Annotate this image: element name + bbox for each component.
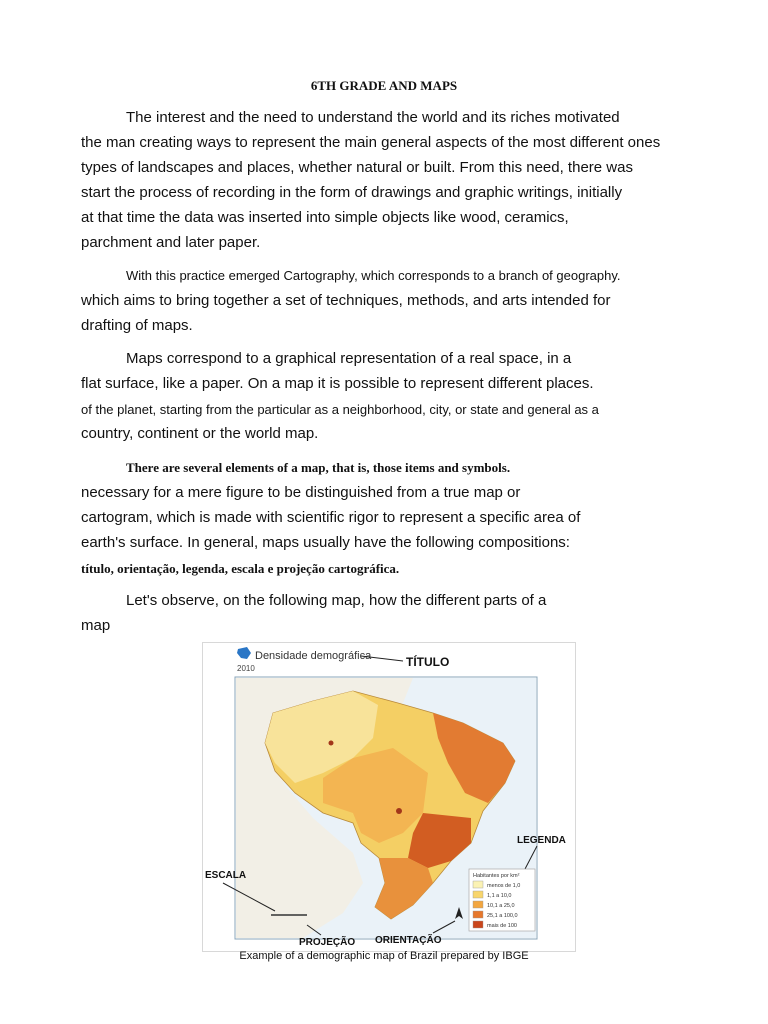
paragraph-4-line-5: título, orientação, legenda, escala e projeção cartográfica. — [81, 561, 400, 576]
paragraph-5-line-2: map — [81, 617, 111, 634]
paragraph-3-line-3: of the planet, starting from the particular as a neighborhood, city, or state and general as a — [81, 402, 599, 417]
paragraph-1-line-3: types of landscapes and places, whether natural or built. From this need, there was — [81, 159, 633, 176]
city-marker — [329, 741, 334, 746]
paragraph-5-line-1: Let's observe, on the following map, how the different parts of a — [126, 592, 547, 609]
paragraph-1-line-4: start the process of recording in the form of drawings and graphic writings, initially — [81, 184, 623, 201]
capital-marker — [396, 808, 402, 814]
paragraph-1-line-6: parchment and later paper. — [81, 234, 261, 251]
paragraph-2-line-1: With this practice emerged Cartography, which corresponds to a branch of geography. — [126, 268, 621, 283]
label-titulo: TÍTULO — [406, 655, 450, 669]
figure-caption: Example of a demographic map of Brazil prepared by IBGE — [239, 950, 529, 962]
brazil-density-map — [203, 643, 575, 951]
legend-label: 10,1 a 25,0 — [487, 903, 515, 909]
brazil-density-map-figure — [202, 642, 576, 952]
legend-swatch — [473, 901, 483, 908]
paragraph-4-line-2: necessary for a mere figure to be distinguished from a true map or — [81, 484, 521, 501]
label-escala: ESCALA — [205, 870, 247, 881]
paragraph-1-line-1: The interest and the need to understand the world and its riches motivated — [126, 109, 620, 126]
paragraph-1-line-5: at that time the data was inserted into simple objects like wood, ceramics, — [81, 209, 569, 226]
label-projecao: PROJEÇÃO — [299, 937, 356, 948]
legend-label: 25,1 a 100,0 — [487, 913, 518, 919]
legend-swatch — [473, 921, 483, 928]
legend-label: 1,1 a 10,0 — [487, 893, 512, 899]
paragraph-4-line-4: earth's surface. In general, maps usually have the following compositions: — [81, 534, 570, 551]
map-title: Densidade demográfica — [255, 650, 372, 662]
map-year: 2010 — [237, 664, 255, 673]
legend-label: menos de 1,0 — [487, 883, 521, 889]
legend-swatch — [473, 881, 483, 888]
label-legenda: LEGENDA — [517, 835, 566, 846]
label-orientacao: ORIENTAÇÃO — [375, 935, 442, 946]
paragraph-3-line-1: Maps correspond to a graphical representation of a real space, in a — [126, 350, 572, 367]
paragraph-1-line-2: the man creating ways to represent the main general aspects of the most different ones — [81, 134, 661, 151]
page-title: 6TH GRADE AND MAPS — [310, 78, 458, 93]
legend-swatch — [473, 911, 483, 918]
legend-swatch — [473, 891, 483, 898]
legend-label: mais de 100 — [487, 923, 517, 929]
paragraph-4-line-1: There are several elements of a map, that is, those items and symbols. — [126, 460, 511, 475]
paragraph-2-line-3: drafting of maps. — [81, 317, 193, 334]
paragraph-3-line-4: country, continent or the world map. — [81, 425, 319, 442]
brazil-icon — [237, 647, 251, 659]
paragraph-3-line-2: flat surface, like a paper. On a map it is possible to represent different places. — [81, 375, 594, 392]
paragraph-2-line-2: which aims to bring together a set of techniques, methods, and arts intended for — [81, 292, 611, 309]
paragraph-4-line-3: cartogram, which is made with scientific rigor to represent a specific area of — [81, 509, 581, 526]
legend-title: Habitantes por km² — [473, 873, 520, 879]
